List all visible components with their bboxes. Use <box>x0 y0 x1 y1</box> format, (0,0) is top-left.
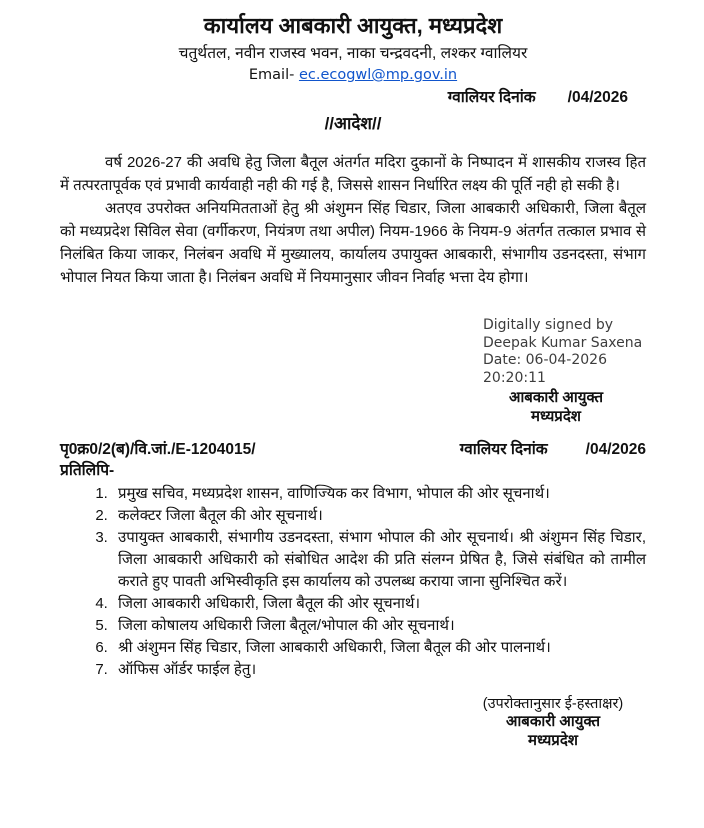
esign-block <box>448 695 658 750</box>
order-paragraph-1: वर्ष 2026-27 की अवधि हेतु जिला बैतूल अंतर्गत मदिरा दुकानों के निष्पादन में शासकीय राजस्व हित में तत्परतापूर्वक एवं प्रभावी कार्यवाही नही की गई है, जिससे शासन निर्धारित लक्ष्य की पूर्ति नही हो सकी है। <box>60 154 646 194</box>
signatory-block <box>456 389 656 426</box>
email-label: Email- <box>248 67 295 83</box>
digital-signature-line-1: Digitally signed by <box>483 317 614 333</box>
order-heading: //आदेश// <box>324 114 382 133</box>
office-address: चतुर्थतल, नवीन राजस्व भवन, नाका चन्द्रवदनी, लश्कर ग्वालियर <box>178 45 528 62</box>
reference-number: पृ0क्र0/2(ब)/वि.जां./E-1204015/ <box>60 441 256 458</box>
copy-list-item: 1. प्रमुख सचिव, मध्यप्रदेश शासन, वाणिज्यिक कर विभाग, भोपाल की ओर सूचनार्थ। <box>112 483 646 505</box>
header-date-line <box>60 87 646 108</box>
copy-list-item: 6. श्री अंशुमन सिंह चिडार, जिला आबकारी अधिकारी, जिला बैतूल की ओर पालनार्थ। <box>112 637 646 659</box>
digital-signature-block <box>483 317 646 387</box>
digital-signature-line-4: 20:20:11 <box>483 369 546 386</box>
order-paragraph-2: अतएव उपरोक्त अनियमितताओं हेतु श्री अंशुमन सिंह चिडार, जिला आबकारी अधिकारी, जिला बैतूल को मध्यप्रदेश सिविल सेवा (वर्गीकरण, नियंत्रण तथा अपील) नियम-1966 के नियम-9 अंतर्गत तत्काल प्रभाव से निलंबित किया जाकर, निलंबन अवधि में मुख्यालय, कार्यालय उपायुक्त आबकारी, संभागीय उडनदस्ता, संभाग भोपाल नियत किया जाता है। निलंबन अवधि में नियमानुसार जीवन निर्वाह भत्ता देय होगा। <box>60 200 646 286</box>
letterhead <box>60 12 646 85</box>
email-link[interactable]: ec.ecogwl@mp.gov.in <box>298 67 458 83</box>
copy-list-item: 3. उपायुक्त आबकारी, संभागीय उडनदस्ता, संभाग भोपाल की ओर सूचनार्थ। श्री अंशुमन सिंह चिडार, जिला आबकारी अधिकारी को संबोधित आदेश की प्रति संलग्न प्रेषित है, जिसे संबंधित को तामील कराते हुए पावती अभिस्वीकृति इस कार्यालय को उपलब्ध कराया जाना सुनिश्चित करें। <box>112 527 646 593</box>
office-title: कार्यालय आबकारी आयुक्त, मध्यप्रदेश <box>203 13 503 38</box>
date-value: /04/2026 <box>567 89 628 106</box>
esign-state: मध्यप्रदेश <box>527 731 578 749</box>
copy-list-item: 4. जिला आबकारी अधिकारी, जिला बैतूल की ओर सूचनार्थ। <box>112 593 646 615</box>
signatory-state: मध्यप्रदेश <box>530 407 581 425</box>
esign-note: (उपरोक्तानुसार ई-हस्ताक्षर) <box>482 696 624 712</box>
copy-list-item: 2. कलेक्टर जिला बैतूल की ओर सूचनार्थ। <box>112 505 646 527</box>
reference-date-value: /04/2026 <box>585 441 646 458</box>
esign-designation: आबकारी आयुक्त <box>505 713 601 730</box>
copy-heading: प्रतिलिपि- <box>60 462 115 479</box>
place-date-label: ग्वालियर दिनांक <box>447 89 536 106</box>
reference-row <box>60 439 646 460</box>
reference-date <box>460 439 646 460</box>
email-line <box>60 66 646 85</box>
signatory-designation: आबकारी आयुक्त <box>508 389 604 406</box>
copy-list-item: 7. ऑफिस ऑर्डर फाईल हेतु। <box>112 659 646 681</box>
digital-signature-line-2: Deepak Kumar Saxena <box>483 334 643 351</box>
copy-list-item: 5. जिला कोषालय अधिकारी जिला बैतूल/भोपाल की ओर सूचनार्थ। <box>112 615 646 637</box>
copy-list <box>60 483 646 681</box>
reference-place-date-label: ग्वालियर दिनांक <box>459 441 548 458</box>
order-body <box>60 151 646 289</box>
digital-signature-line-3: Date: 06-04-2026 <box>483 352 607 368</box>
